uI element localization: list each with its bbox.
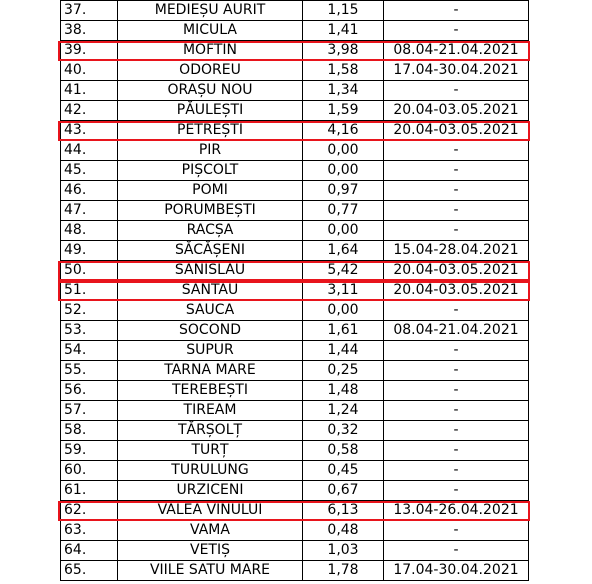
row-number: 56. [61, 381, 118, 401]
table-row [61, 81, 529, 101]
incidence-value: 0,48 [303, 521, 384, 541]
locality-name: SOCOND [118, 321, 303, 341]
table-row [61, 181, 529, 201]
quarantine-period: 08.04-21.04.2021 [384, 321, 529, 341]
table-row [61, 361, 529, 381]
row-number: 63. [61, 521, 118, 541]
locality-name: VAMA [118, 521, 303, 541]
locality-name: PETREȘTI [118, 121, 303, 141]
row-number: 53. [61, 321, 118, 341]
incidence-value: 3,11 [303, 281, 384, 301]
table-row [61, 61, 529, 81]
quarantine-period: 20.04-03.05.2021 [384, 101, 529, 121]
row-number: 44. [61, 141, 118, 161]
incidence-value: 0,58 [303, 441, 384, 461]
locality-name: TĂRȘOLȚ [118, 421, 303, 441]
incidence-value: 5,42 [303, 261, 384, 281]
locality-name: TIREAM [118, 401, 303, 421]
quarantine-period: - [384, 161, 529, 181]
row-number: 37. [61, 1, 118, 21]
localities-table [60, 0, 529, 581]
row-number: 47. [61, 201, 118, 221]
incidence-value: 0,32 [303, 421, 384, 441]
quarantine-period: 20.04-03.05.2021 [384, 121, 529, 141]
quarantine-period: 20.04-03.05.2021 [384, 261, 529, 281]
quarantine-period: 20.04-03.05.2021 [384, 281, 529, 301]
incidence-value: 4,16 [303, 121, 384, 141]
table-row [61, 341, 529, 361]
row-number: 40. [61, 61, 118, 81]
table-body [61, 1, 529, 581]
locality-name: SĂCĂȘENI [118, 241, 303, 261]
incidence-value: 1,64 [303, 241, 384, 261]
locality-name: SAUCA [118, 301, 303, 321]
incidence-value: 1,48 [303, 381, 384, 401]
table-row [61, 541, 529, 561]
quarantine-period: - [384, 81, 529, 101]
incidence-value: 0,00 [303, 161, 384, 181]
quarantine-period: - [384, 201, 529, 221]
quarantine-period: 17.04-30.04.2021 [384, 561, 529, 581]
locality-name: RACȘA [118, 221, 303, 241]
locality-name: TEREBEȘTI [118, 381, 303, 401]
table-row [61, 1, 529, 21]
table-row [61, 281, 529, 301]
table-row [61, 41, 529, 61]
incidence-value: 6,13 [303, 501, 384, 521]
row-number: 55. [61, 361, 118, 381]
quarantine-period: - [384, 481, 529, 501]
locality-name: TARNA MARE [118, 361, 303, 381]
table-row [61, 501, 529, 521]
row-number: 60. [61, 461, 118, 481]
locality-name: MOFTIN [118, 41, 303, 61]
incidence-value: 0,97 [303, 181, 384, 201]
table-row [61, 441, 529, 461]
table-row [61, 401, 529, 421]
row-number: 65. [61, 561, 118, 581]
row-number: 39. [61, 41, 118, 61]
incidence-value: 1,03 [303, 541, 384, 561]
table-row [61, 301, 529, 321]
locality-name: MEDIEȘU AURIT [118, 1, 303, 21]
quarantine-period: - [384, 461, 529, 481]
locality-name: VETIȘ [118, 541, 303, 561]
row-number: 51. [61, 281, 118, 301]
locality-name: ORAȘU NOU [118, 81, 303, 101]
locality-name: MICULA [118, 21, 303, 41]
row-number: 52. [61, 301, 118, 321]
quarantine-period: - [384, 361, 529, 381]
table-row [61, 461, 529, 481]
locality-name: ODOREU [118, 61, 303, 81]
quarantine-period: 08.04-21.04.2021 [384, 41, 529, 61]
row-number: 64. [61, 541, 118, 561]
quarantine-period: - [384, 221, 529, 241]
row-number: 59. [61, 441, 118, 461]
row-number: 49. [61, 241, 118, 261]
incidence-value: 1,61 [303, 321, 384, 341]
quarantine-period: - [384, 181, 529, 201]
row-number: 61. [61, 481, 118, 501]
incidence-value: 1,15 [303, 1, 384, 21]
table-row [61, 481, 529, 501]
locality-name: SANTAU [118, 281, 303, 301]
locality-name: VIILE SATU MARE [118, 561, 303, 581]
quarantine-period: - [384, 441, 529, 461]
row-number: 46. [61, 181, 118, 201]
row-number: 41. [61, 81, 118, 101]
incidence-value: 0,25 [303, 361, 384, 381]
incidence-value: 1,24 [303, 401, 384, 421]
incidence-value: 1,44 [303, 341, 384, 361]
row-number: 50. [61, 261, 118, 281]
locality-name: POMI [118, 181, 303, 201]
incidence-value: 1,59 [303, 101, 384, 121]
incidence-value: 0,00 [303, 141, 384, 161]
table-row [61, 101, 529, 121]
incidence-value: 0,77 [303, 201, 384, 221]
table-row [61, 141, 529, 161]
row-number: 57. [61, 401, 118, 421]
row-number: 62. [61, 501, 118, 521]
locality-name: URZICENI [118, 481, 303, 501]
table-row [61, 221, 529, 241]
incidence-value: 1,78 [303, 561, 384, 581]
incidence-value: 0,45 [303, 461, 384, 481]
table-row [61, 161, 529, 181]
table-row [61, 241, 529, 261]
incidence-value: 1,41 [303, 21, 384, 41]
locality-name: PIR [118, 141, 303, 161]
quarantine-period: - [384, 301, 529, 321]
table-row [61, 21, 529, 41]
row-number: 48. [61, 221, 118, 241]
table-row [61, 561, 529, 581]
locality-name: PĂULEȘTI [118, 101, 303, 121]
quarantine-period: - [384, 401, 529, 421]
quarantine-period: - [384, 141, 529, 161]
incidence-value: 1,34 [303, 81, 384, 101]
table-row [61, 321, 529, 341]
locality-name: SUPUR [118, 341, 303, 361]
locality-name: TURULUNG [118, 461, 303, 481]
quarantine-period: - [384, 541, 529, 561]
incidence-value: 1,58 [303, 61, 384, 81]
quarantine-period: - [384, 341, 529, 361]
locality-name: VALEA VINULUI [118, 501, 303, 521]
locality-name: PORUMBEȘTI [118, 201, 303, 221]
quarantine-period: 17.04-30.04.2021 [384, 61, 529, 81]
table-row [61, 261, 529, 281]
quarantine-period: - [384, 1, 529, 21]
row-number: 43. [61, 121, 118, 141]
quarantine-period: - [384, 381, 529, 401]
row-number: 42. [61, 101, 118, 121]
localities-table-wrapper [60, 0, 529, 581]
quarantine-period: 15.04-28.04.2021 [384, 241, 529, 261]
quarantine-period: - [384, 521, 529, 541]
quarantine-period: - [384, 421, 529, 441]
table-row [61, 521, 529, 541]
row-number: 54. [61, 341, 118, 361]
row-number: 58. [61, 421, 118, 441]
row-number: 38. [61, 21, 118, 41]
table-row [61, 421, 529, 441]
table-row [61, 381, 529, 401]
table-row [61, 121, 529, 141]
quarantine-period: 13.04-26.04.2021 [384, 501, 529, 521]
incidence-value: 0,00 [303, 221, 384, 241]
locality-name: SANISLAU [118, 261, 303, 281]
row-number: 45. [61, 161, 118, 181]
table-row [61, 201, 529, 221]
locality-name: PIȘCOLT [118, 161, 303, 181]
quarantine-period: - [384, 21, 529, 41]
locality-name: TURȚ [118, 441, 303, 461]
incidence-value: 0,00 [303, 301, 384, 321]
incidence-value: 0,67 [303, 481, 384, 501]
incidence-value: 3,98 [303, 41, 384, 61]
